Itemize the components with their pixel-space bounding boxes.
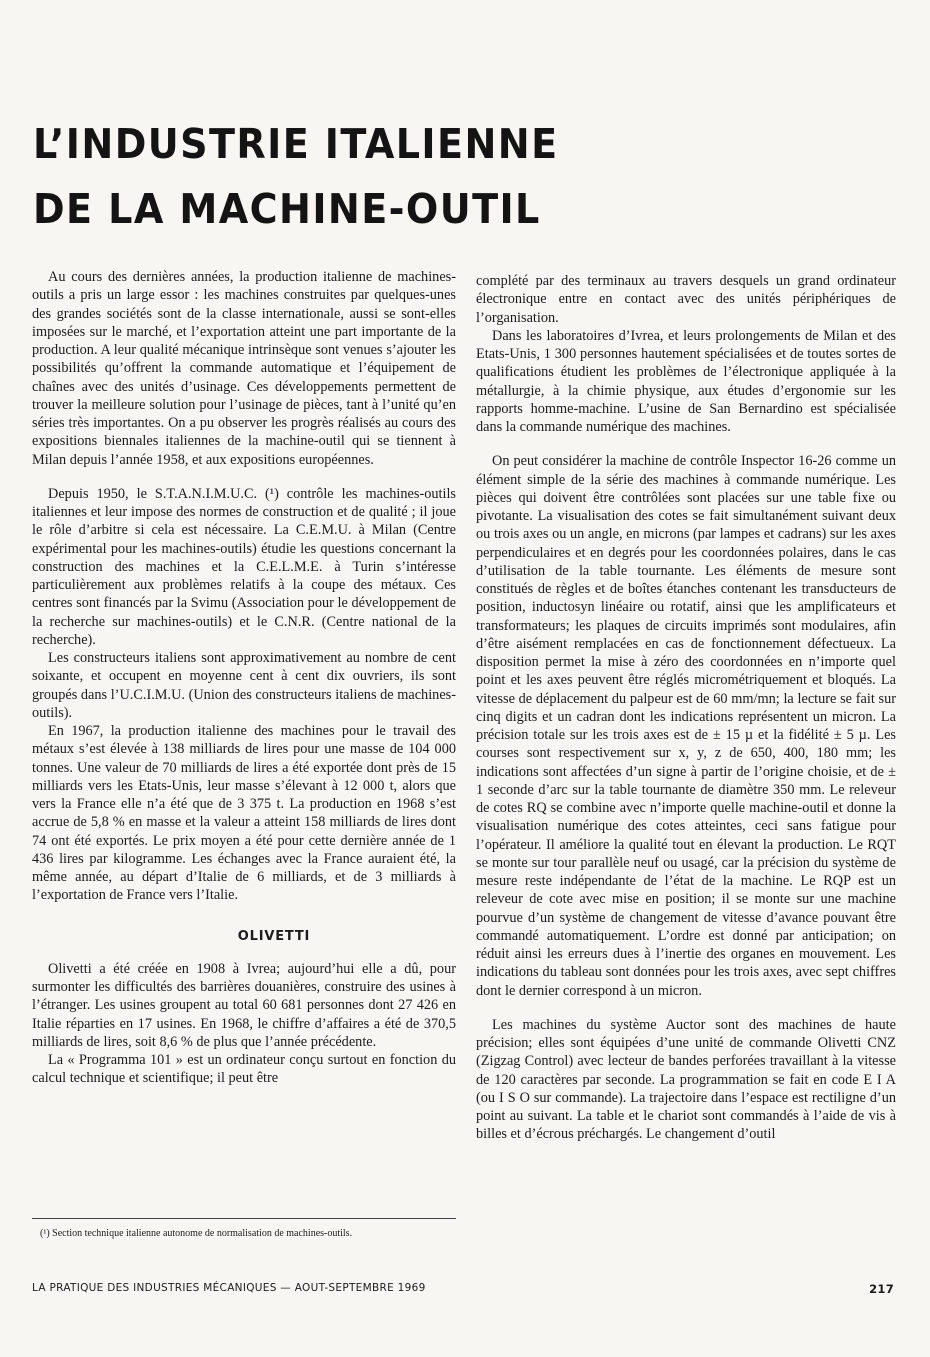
paragraph-constructeurs: Les constructeurs italiens sont approximativement au nombre de cent soixante, et occupent en moyenne cent à cent dix ouvriers, ils sont groupés dans l’U.C.I.M.U. (Union des constructeurs italiens de machines-outils). <box>32 650 456 721</box>
right-column <box>476 272 896 1144</box>
paragraph-programma-101: La « Programma 101 » est un ordinateur conçu surtout en fonction du calcul technique et scientifique; il peut être <box>32 1052 456 1087</box>
footnote: (¹) Section technique italienne autonome de normalisation de machines-outils. <box>40 1228 353 1239</box>
page-number: 217 <box>869 1282 894 1296</box>
paragraph-production-1967: En 1967, la production italienne des machines pour le travail des métaux s’est élevée à 138 milliards de lires pour une masse de 104 000 tonnes. Une valeur de 70 milliards de lires a été exportée dont près de 15 milliards vers les Etats-Unis, leur masse s’élevant à 12 000 t, alors que vers la France elle n’a été que de 3 375 t. La production en 1968 s’est accrue de 5,8 % en masse et la valeur a atteint 158 milliards de lires dont 74 ont été exportés. Le prix moyen a été pour cette dernière année de 1 436 lires par kilogramme. Les échanges avec la France auraient été, la même année, au départ d’Italie de 6 milliards, et de 3 milliards à l’exportation de France vers l’Italie. <box>32 723 456 904</box>
page-footer <box>32 1282 894 1296</box>
article-title <box>33 112 559 242</box>
paragraph-laboratoires: Dans les laboratoires d’Ivrea, et leurs prolongements de Milan et des Etats-Unis, 1 300 personnes hautement spécialisées et de toutes sortes de qualifications étudient les problèmes de l’électronique appliquée à la métallurgie, à la chimie physique, aux études d’ergonomie sur les rapports homme-machine. L’usine de San Bernardino est spécialisée dans la commande numérique des machines. <box>476 327 896 435</box>
paragraph-inspector: On peut considérer la machine de contrôle Inspector 16-26 comme un élément simple de la série des machines à commande numérique. Les pièces qui doivent être contrôlées sont placées sur une table fixe ou pivotante. La visualisation des cotes se fait simultanément suivant deux ou trois axes ou un angle, en microns (par lampes et cadrans) sur les axes perpendiculaires et en degrés pour les coordonnées polaires, dans le cas d’utilisation de la table tournante. Les éléments de mesure sont constitués de règles et de boîtes étanches contenant les transducteurs de position, inductosyn linéaire ou rotatif, ainsi que les amplificateurs et transformateurs; les plaques de circuits imprimés sont modulaires, afin d’être aisément remplacées en cas de fonctionnement défectueux. La disposition permet la mise à zéro des coordonnées en n’importe quel point et les axes peuvent être réglés micrométriquement et bloqués. La vitesse de déplacement du palpeur est de 60 mm/mn; la lecture se fait sur cinq digits et un cadran dont les indications représentent un micron. La précision totale sur les trois axes est de ± 15 µ et la fidélité ± 5 µ. Les courses sont respectivement sur x, y, z de 650, 400, 180 mm; les indications sont affectées d’un signe à partir de l’origine choisie, et de ± 1 seconde d’arc sur la table tournante de diamètre 350 mm. Le releveur de cotes RQ se combine avec n’importe quelle machine-outil et donne la visualisation numérique des cotes atteintes, ceci sans fatigue pour l’opérateur. Il améliore la qualité tout en élevant la production. Le RQT se monte sur tour parallèle neuf ou usagé, car la précision du système de mesure reste indépendante de l’état de la machine. Le RQP est un releveur de cote avec mise en position; il se monte sur une machine pourvue d’un système de changement de vitesse d’avance pouvant être commandé automatiquement. L’ordre est donné par anticipation; on réduit ainsi les erreurs dues à l’inertie des organes en mouvement. Les indications du tableau sont données pour les trois axes, avec sept chiffres dont le dernier correspond à un micron. <box>476 453 896 999</box>
paragraph-stanimuc: Depuis 1950, le S.T.A.N.I.M.U.C. (¹) contrôle les machines-outils italiennes et leur impose des normes de construction et de qualité ; il joue le rôle d’arbitre si cela est nécessaire. La C.E.M.U. à Milan (Centre expérimental pour les machines-outils) étudie les questions concernant la construction des machines et la C.E.L.M.E. à Turin s’intéresse particulièrement aux problèmes relatifs à la coupe des métaux. Ces centres sont financés par la Svimu (Association pour le développement de la recherche sur machines-outils) et le C.N.R. (Centre national de la recherche). <box>32 485 456 648</box>
paragraph-intro: Au cours des dernières années, la production italienne de machines-outils a pris un large essor : les machines construites par quelques-unes des grandes sociétés sont de la classe internationale, aussi se sont-elles imposées sur le marché, et l’exportation atteint une part importante de la production. A leur qualité mécanique intrinsèque sont venues s’ajouter les possibilités qu’offrent la commande automatique et l’équipement de chaînes avec des unités d’usinage. Ces développements permettent de trouver la meilleure solution pour l’usinage de pièces, tant à l’unité qu’en séries très importantes. On a pu observer les progrès réalisés au cours des expositions biennales italiennes de la machine-outil qui se tiennent à Milan depuis l’année 1958, et aux expositions européennes. <box>32 269 456 468</box>
journal-name: LA PRATIQUE DES INDUSTRIES MÉCANIQUES — AOUT-SEPTEMBRE 1969 <box>32 1282 426 1294</box>
title-line-2: DE LA MACHINE-OUTIL <box>33 184 541 233</box>
title-line-1: L’INDUSTRIE ITALIENNE <box>33 120 559 168</box>
paragraph-terminaux: complété par des terminaux au travers desquels un grand ordinateur électronique entre en contact avec des unités périphériques de l’organisation. <box>476 273 896 326</box>
paragraph-olivetti: Olivetti a été créée en 1908 à Ivrea; aujourd’hui elle a dû, pour surmonter les difficultés des barrières douanières, construire des usines à l’étranger. Les usines groupent au total 60 681 personnes dont 27 426 en Italie réparties en 17 usines. En 1968, le chiffre d’affaires a été de 370,5 milliards de lires, soit 8,6 % de plus que l’année précédente. <box>32 960 456 1050</box>
footnote-divider <box>32 1218 456 1219</box>
section-heading-olivetti: OLIVETTI <box>237 928 311 944</box>
paragraph-auctor: Les machines du système Auctor sont des machines de haute précision; elles sont équipées d’une unité de commande Olivetti CNZ (Zigzag Control) avec lecteur de bandes perforées travaillant à la vitesse de 120 caractères par seconde. La programmation se fait en code E I A (ou I S O sur commande). La trajectoire dans l’espace est rectiligne d’un point au suivant. La table et le chariot sont commandés à l’aide de vis à billes et d’écrous préchargés. Le changement d’outil <box>476 1016 896 1143</box>
left-column <box>32 268 456 1088</box>
